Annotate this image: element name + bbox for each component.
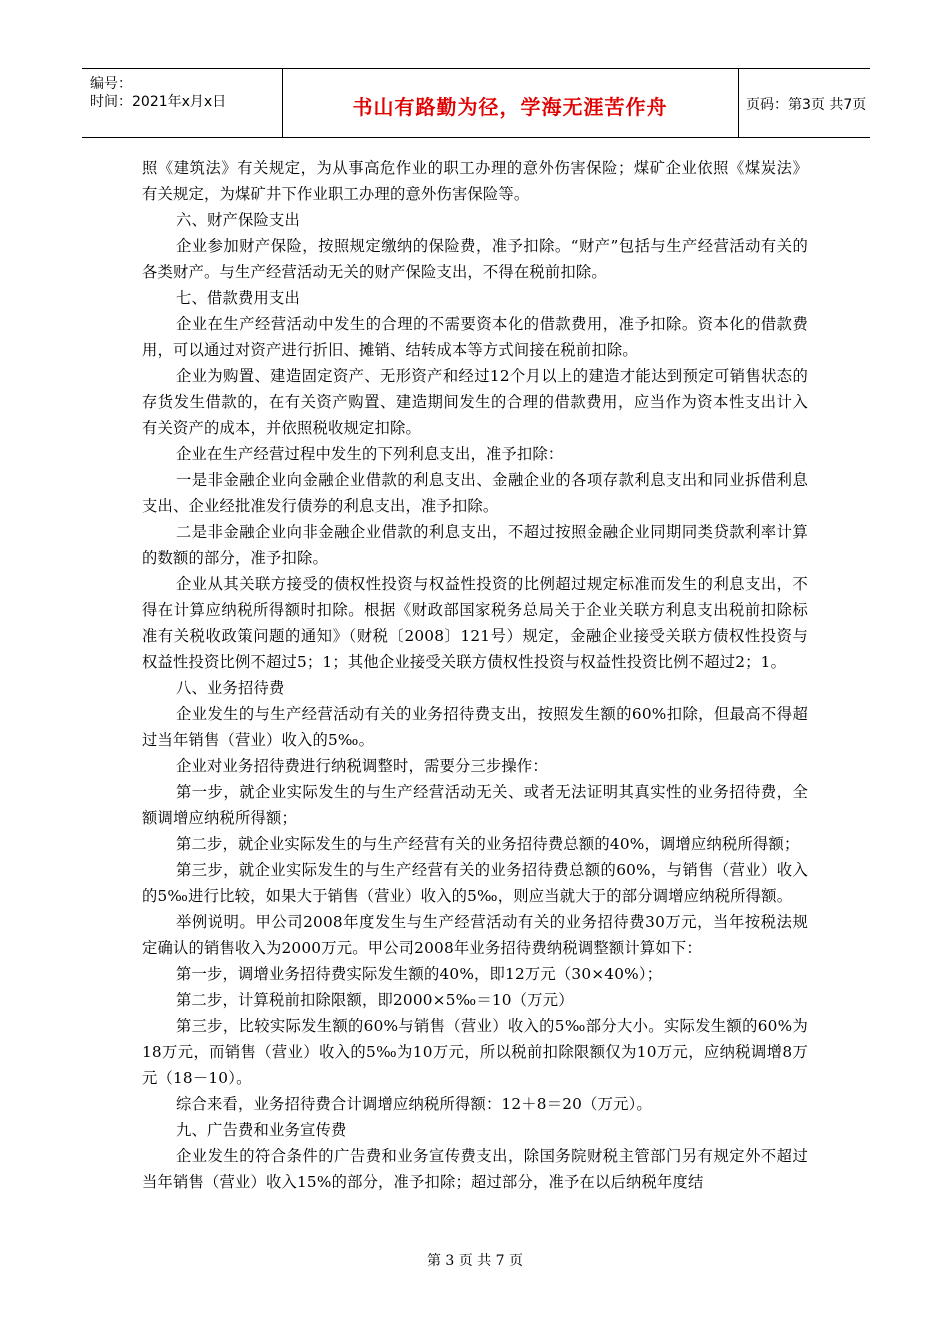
header-motto: 书山有路勤为径，学海无涯苦作舟 (352, 95, 668, 119)
page-footer: 第 3 页 共 7 页 (426, 1253, 524, 1269)
paragraph: 企业发生的与生产经营活动有关的业务招待费支出，按照发生额的60%扣除，但最高不得超过当年销售（营业）收入的5‰。 (142, 705, 808, 749)
paragraph: 一是非金融企业向金融企业借款的利息支出、金融企业的各项存款利息支出和同业拆借利息支出、企业经批准发行债券的利息支出，准予扣除。 (142, 471, 808, 515)
paragraph: 第二步，计算税前扣除限额，即2000×5‰＝10（万元） (176, 991, 574, 1009)
paragraph: 九、广告费和业务宣传费 (176, 1121, 347, 1139)
paragraph: 举例说明。甲公司2008年度发生与生产经营活动有关的业务招待费30万元，当年按税法规定确认的销售收入为2000万元。甲公司2008年业务招待费纳税调整额计算如下： (142, 913, 808, 957)
paragraph: 企业参加财产保险，按照规定缴纳的保险费，准予扣除。“财产”包括与生产经营活动有关的各类财产。与生产经营活动无关的财产保险支出，不得在税前扣除。 (142, 237, 808, 281)
paragraph: 六、财产保险支出 (176, 211, 300, 229)
header-page-cell (738, 69, 870, 137)
header-page-info: 页码：第3页 共7页 (746, 97, 867, 113)
paragraph: 第三步，就企业实际发生的与生产经营有关的业务招待费总额的60%，与销售（营业）收入的5‰进行比较，如果大于销售（营业）收入的5‰，则应当就大于的部分调增应纳税所得额。 (142, 861, 808, 905)
paragraph: 综合来看，业务招待费合计调增应纳税所得额：12＋8＝20（万元）。 (176, 1095, 652, 1113)
page-header (82, 68, 870, 138)
document-body (142, 155, 808, 1195)
paragraph: 八、业务招待费 (176, 679, 285, 697)
paragraph: 第一步，就企业实际发生的与生产经营活动无关、或者无法证明其真实性的业务招待费，全额调增应纳税所得额； (142, 783, 808, 827)
paragraph: 二是非金融企业向非金融企业借款的利息支出，不超过按照金融企业同期同类贷款利率计算的数额的部分，准予扣除。 (142, 523, 808, 567)
paragraph: 企业在生产经营过程中发生的下列利息支出，准予扣除： (176, 445, 564, 463)
paragraph: 第二步，就企业实际发生的与生产经营有关的业务招待费总额的40%，调增应纳税所得额； (176, 835, 800, 853)
paragraph: 企业发生的符合条件的广告费和业务宣传费支出，除国务院财税主管部门另有规定外不超过当年销售（营业）收入15%的部分，准予扣除；超过部分，准予在以后纳税年度结 (142, 1147, 808, 1191)
header-meta-cell (82, 69, 283, 137)
paragraph: 七、借款费用支出 (176, 289, 300, 307)
header-number-label: 编号： (90, 76, 132, 92)
paragraph: 企业为购置、建造固定资产、无形资产和经过12个月以上的建造才能达到预定可销售状态的存货发生借款的，在有关资产购置、建造期间发生的合理的借款费用，应当作为资本性支出计入有关资产的成本，并依照税收规定扣除。 (142, 367, 808, 437)
paragraph: 企业对业务招待费进行纳税调整时，需要分三步操作： (176, 757, 548, 775)
header-time-label: 时间：2021年x月x日 (90, 94, 227, 110)
paragraph: 照《建筑法》有关规定，为从事高危作业的职工办理的意外伤害保险；煤矿企业依照《煤炭法》有关规定，为煤矿井下作业职工办理的意外伤害保险等。 (142, 159, 808, 203)
paragraph: 企业从其关联方接受的债权性投资与权益性投资的比例超过规定标准而发生的利息支出，不得在计算应纳税所得额时扣除。根据《财政部国家税务总局关于企业关联方利息支出税前扣除标准有关税收政策问题的通知》（财税〔2008〕121号）规定，金融企业接受关联方债权性投资与权益性投资比例不超过5；1；其他企业接受关联方债权性投资与权益性投资比例不超过2；1。 (142, 575, 808, 671)
paragraph: 企业在生产经营活动中发生的合理的不需要资本化的借款费用，准予扣除。资本化的借款费用，可以通过对资产进行折旧、摊销、结转成本等方式间接在税前扣除。 (142, 315, 808, 359)
paragraph: 第一步，调增业务招待费实际发生额的40%，即12万元（30×40%）； (176, 965, 663, 983)
paragraph: 第三步，比较实际发生额的60%与销售（营业）收入的5‰部分大小。实际发生额的60%为18万元，而销售（营业）收入的5‰为10万元，所以税前扣除限额仅为10万元，应纳税调增8万元（18－10）。 (142, 1017, 808, 1087)
header-motto-cell (282, 69, 739, 137)
